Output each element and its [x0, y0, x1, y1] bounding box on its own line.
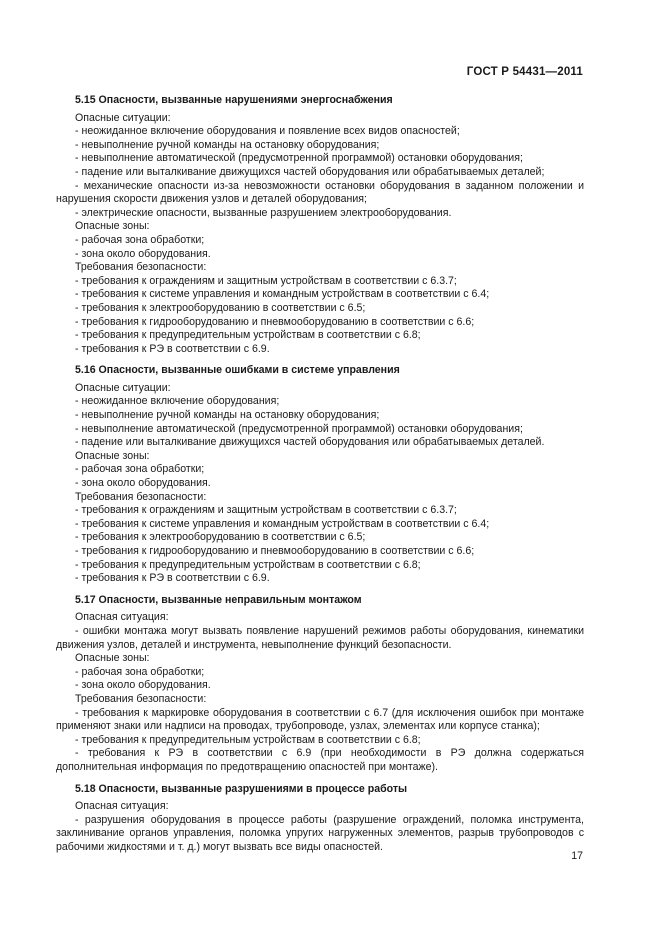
document-body [56, 94, 584, 862]
paragraph: Опасные ситуации: [75, 111, 171, 124]
paragraph: - зона около оборудования. [75, 477, 211, 490]
document-header: ГОСТ Р 54431—2011 [466, 66, 583, 78]
section-title: 5.15 Опасности, вызванные нарушениями энергоснабжения [75, 94, 393, 106]
paragraph: - требования к электрооборудованию в соответствии с 6.5; [75, 531, 366, 544]
paragraph: - требования к предупредительным устройствам в соответствии с 6.8; [75, 329, 421, 342]
paragraph: Опасные зоны: [75, 449, 150, 462]
paragraph: - невыполнение ручной команды на остановку оборудования; [75, 409, 380, 422]
paragraph: - зона около оборудования. [75, 679, 211, 692]
paragraph: - рабочая зона обработки; [75, 233, 205, 246]
section-title: 5.18 Опасности, вызванные разрушениями в процессе работы [75, 782, 408, 795]
paragraph: - механические опасности из-за невозможности остановки оборудования в заданном положении и нарушения скорости движения узлов и деталей оборудования; [56, 179, 584, 206]
paragraph: - неожиданное включение оборудования; [75, 395, 280, 408]
paragraph: - требования к маркировке оборудования в соответствии с 6.7 (для исключения ошибок при монтаже применяют знаки или надписи на проводах, трубопроводе, узлах, элементах или корпусе станка); [56, 706, 584, 733]
section [56, 364, 584, 586]
paragraph: Опасная ситуация: [75, 800, 169, 813]
paragraph: - требования к системе управления и командным устройствам в соответствии с 6.4; [75, 288, 490, 301]
paragraph: - падение или выталкивание движущихся частей оборудования или обрабатываемых деталей; [75, 165, 545, 178]
section-title: 5.16 Опасности, вызванные ошибками в системе управления [75, 364, 400, 377]
paragraph: Опасные зоны: [75, 652, 150, 665]
paragraph: Требования безопасности: [75, 490, 207, 503]
paragraph: - требования к РЭ в соответствии с 6.9 (при необходимости в РЭ должна содержаться дополнительная информация по предотвращению опасностей при монтаже). [56, 747, 584, 773]
paragraph: - невыполнение ручной команды на остановку оборудования; [75, 138, 380, 151]
paragraph: - требования к предупредительным устройствам в соответствии с 6.8; [75, 558, 421, 571]
paragraph: - неожиданное включение оборудования и появление всех видов опасностей; [75, 125, 460, 138]
paragraph: - требования к РЭ в соответствии с 6.9. [75, 342, 270, 355]
paragraph: - невыполнение автоматической (предусмотренной программой) остановки оборудования; [75, 152, 523, 165]
paragraph: - требования к предупредительным устройствам в соответствии с 6.8; [75, 733, 421, 746]
paragraph: - требования к ограждениям и защитным устройствам в соответствии с 6.3.7; [75, 274, 457, 287]
paragraph: - зона около оборудования. [75, 247, 211, 260]
paragraph: - требования к системе управления и командным устройствам в соответствии с 6.4; [75, 517, 490, 530]
paragraph: - требования к ограждениям и защитным устройствам в соответствии с 6.3.7; [75, 504, 457, 517]
paragraph: - невыполнение автоматической (предусмотренной программой) остановки оборудования; [75, 422, 523, 435]
section [56, 783, 584, 855]
paragraph: Опасные ситуации: [75, 381, 171, 394]
section [56, 94, 584, 356]
paragraph: - ошибки монтажа могут вызвать появление нарушений режимов работы оборудования, кинематики движения узлов, деталей и инструмента, невыполнение функций безопасности. [56, 624, 584, 651]
page-number: 17 [571, 850, 583, 862]
paragraph: - требования к РЭ в соответствии с 6.9. [75, 572, 270, 585]
section [56, 594, 584, 775]
paragraph: - разрушения оборудования в процессе работы (разрушение ограждений, поломка инструмента, заклинивание органов управления, поломка упругих нагруженных элементов, разрыв трубопроводов с рабочими жидкостями и т. д.) могут вызвать все виды опасностей. [56, 813, 584, 853]
paragraph: - требования к гидрооборудованию и пневмооборудованию в соответствии с 6.6; [75, 315, 475, 328]
paragraph: - рабочая зона обработки; [75, 463, 205, 476]
paragraph: Требования безопасности: [75, 261, 207, 274]
paragraph: Требования безопасности: [75, 692, 207, 705]
section-title: 5.17 Опасности, вызванные неправильным монтажом [75, 593, 362, 606]
paragraph: - рабочая зона обработки; [75, 665, 205, 678]
paragraph: - требования к электрооборудованию в соответствии с 6.5; [75, 301, 366, 314]
paragraph: Опасные зоны: [75, 220, 150, 233]
paragraph: - падение или выталкивание движущихся частей оборудования или обрабатываемых деталей. [75, 436, 545, 449]
paragraph: Опасная ситуация: [75, 611, 169, 624]
paragraph: - требования к гидрооборудованию и пневмооборудованию в соответствии с 6.6; [75, 545, 475, 557]
paragraph: - электрические опасности, вызванные разрушением электрооборудования. [75, 206, 452, 219]
